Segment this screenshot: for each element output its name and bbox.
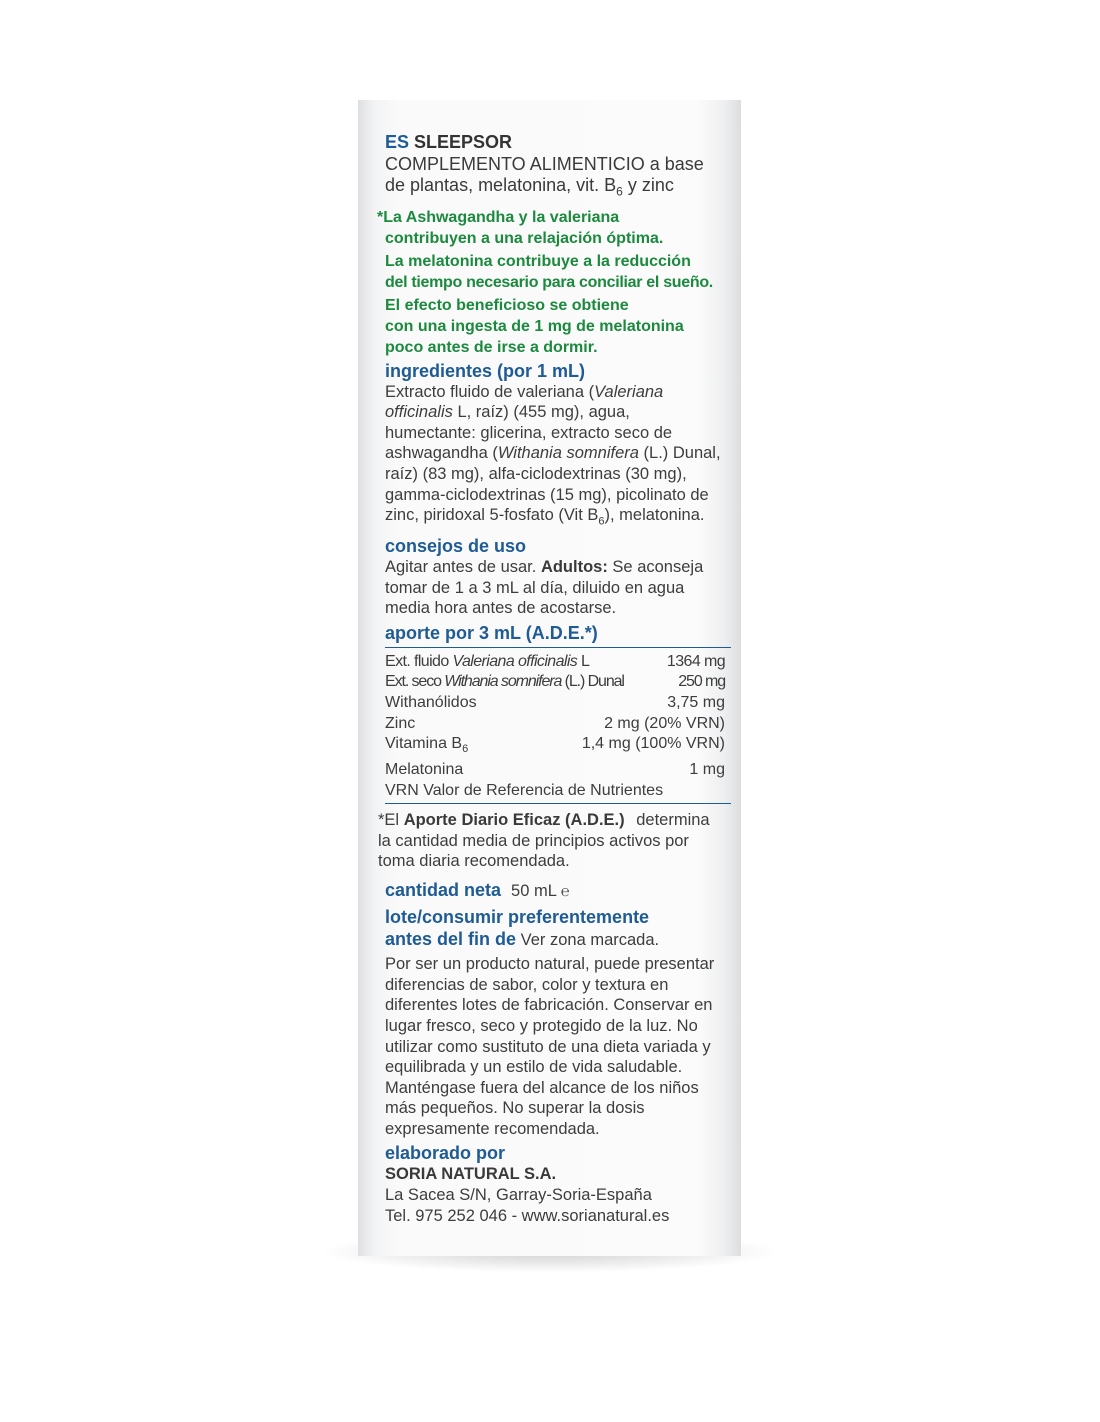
ingredients-text [385, 382, 725, 532]
ade-note-prefix: *El [378, 811, 404, 830]
claim-2a: La melatonina contribuye a la reducción [385, 252, 691, 270]
ingredients-part-1: Extracto fluido de valeriana ( [385, 382, 595, 401]
net-amount: 50 mL [511, 881, 557, 900]
net-value [511, 881, 570, 903]
lot-heading-1: lote/consumir preferentemente [385, 906, 650, 927]
estimated-sign-icon: ℮ [560, 882, 570, 900]
claim-1b: contribuyen a una relajación óptima. [385, 229, 664, 247]
ingredients-part-4: ), melatonina. [604, 506, 705, 525]
table-footnote-row [385, 781, 725, 802]
row-5-label [385, 734, 468, 760]
maker-contact: Tel. 975 252 046 - www.sorianatural.es [385, 1206, 670, 1225]
usage-part-2: Se aconseja tomar de 1 a 3 mL al día, diluido en agua media hora antes de acostarse. [385, 558, 704, 618]
usage-heading: consejos de uso [385, 536, 527, 557]
row-1-prefix: Ext. fluido [385, 652, 453, 670]
maker-heading: elaborado por [385, 1143, 506, 1164]
lot-value: Ver zona marcada. [520, 930, 660, 949]
subtitle-line-2 [385, 175, 725, 203]
claim-asterisk: * [377, 208, 384, 226]
ade-note [378, 810, 725, 872]
row-2-prefix: Ext. seco [385, 673, 445, 691]
table-row [385, 714, 725, 735]
usage-part-1: Agitar antes de usar. [385, 558, 541, 577]
claim-1 [377, 207, 725, 249]
row-5-name: Vitamina B [385, 735, 463, 753]
usage-text [385, 557, 725, 619]
maker-company: SORIA NATURAL S.A. [385, 1165, 557, 1184]
net-quantity [385, 877, 725, 903]
claim-3 [385, 295, 725, 358]
table-row [385, 672, 725, 693]
table-row [385, 734, 725, 760]
subtitle-line-1: COMPLEMENTO ALIMENTICIO a base [385, 154, 704, 174]
ingredients-latin-1: Valeriana officinalis [385, 382, 664, 422]
row-5-subscript: 6 [462, 743, 469, 756]
subtitle-subscript: 6 [616, 184, 623, 199]
row-5-value: 1,4 mg (100% VRN) [581, 735, 725, 753]
net-heading: cantidad neta [385, 879, 502, 900]
ingredients-heading: ingredientes (por 1 mL) [385, 360, 586, 381]
table-row [385, 760, 725, 781]
row-3-value: 3,75 mg [667, 694, 725, 712]
usage-adults: Adultos: [540, 558, 608, 577]
language-code: ES [385, 132, 410, 152]
table-row [385, 693, 725, 714]
subtitle-text: de plantas, melatonina, vit. B [385, 175, 617, 195]
ingredients-latin-2: Withania somnifera [497, 444, 639, 463]
table-bottom-rule [385, 803, 731, 804]
row-2-latin: Withania somnifera [444, 673, 562, 691]
lot-heading-2: antes del fin de [385, 928, 517, 949]
maker-address: La Sacea S/N, Garray-Soria-España [385, 1186, 652, 1205]
row-4-value: 2 mg (20% VRN) [604, 714, 725, 732]
product-name: SLEEPSOR [414, 132, 513, 152]
product-title [385, 130, 725, 154]
product-description [385, 154, 725, 203]
table-row [385, 652, 725, 673]
row-1-value: 1364 mg [666, 652, 725, 670]
ingredients-part-2: L, raíz) (455 mg), agua, humectante: glicerina, extracto seco de ashwagandha ( [385, 403, 673, 463]
table-top-rule [385, 647, 731, 648]
row-6-value: 1 mg [689, 760, 725, 778]
row-1-suffix: L [577, 652, 590, 670]
lot-line [385, 928, 725, 951]
table-footnote: VRN Valor de Referencia de Nutrientes [385, 781, 664, 799]
ingredients-subscript: 6 [598, 515, 605, 528]
row-2-value: 250 mg [678, 673, 725, 691]
row-label [385, 672, 624, 693]
subtitle-tail: y zinc [622, 175, 674, 195]
claim-3c: poco antes de irse a dormir. [385, 338, 598, 356]
row-4-label: Zinc [385, 714, 416, 732]
row-3-label: Withanólidos [385, 694, 477, 712]
ade-note-bold: Aporte Diario Eficaz (A.D.E.) [403, 811, 625, 830]
ingredients-part-3: (L.) Dunal, raíz) (83 mg), alfa-ciclodextrinas (30 mg), gamma-ciclodextrinas (15 mg), picolinato de zinc, piridoxal 5-fosfato (Vit B [385, 444, 721, 525]
row-6-label: Melatonina [385, 760, 464, 778]
claim-1a: La Ashwagandha y la valeriana [383, 208, 620, 226]
storage-notice: Por ser un producto natural, puede presentar diferencias de sabor, color y textura en diferentes lotes de fabricación. Conservar en lugar fresco, seco y protegido de la luz. No utilizar como sustituto de una dieta variada y equilibrada y un estilo de vida saludable. Manténgase fuera del alcance de los niños más pequeños. No superar la dosis expresamente recomendada. [385, 955, 715, 1138]
ade-note-text: determina la cantidad media de principios activos por toma diaria recomendada. [378, 811, 710, 871]
claim-2 [385, 251, 725, 293]
table-heading: aporte por 3 mL (A.D.E.*) [385, 622, 598, 643]
claim-3a: El efecto beneficioso se obtiene [385, 296, 629, 314]
claim-2b: del tiempo necesario para conciliar el sueño. [385, 273, 713, 291]
row-label [385, 652, 589, 673]
health-claims [377, 207, 725, 358]
row-2-suffix: (L.) Dunal [561, 673, 624, 691]
label-content [377, 130, 725, 1226]
claim-3b: con una ingesta de 1 mg de melatonina [385, 317, 684, 335]
row-1-latin: Valeriana officinalis [452, 652, 578, 670]
